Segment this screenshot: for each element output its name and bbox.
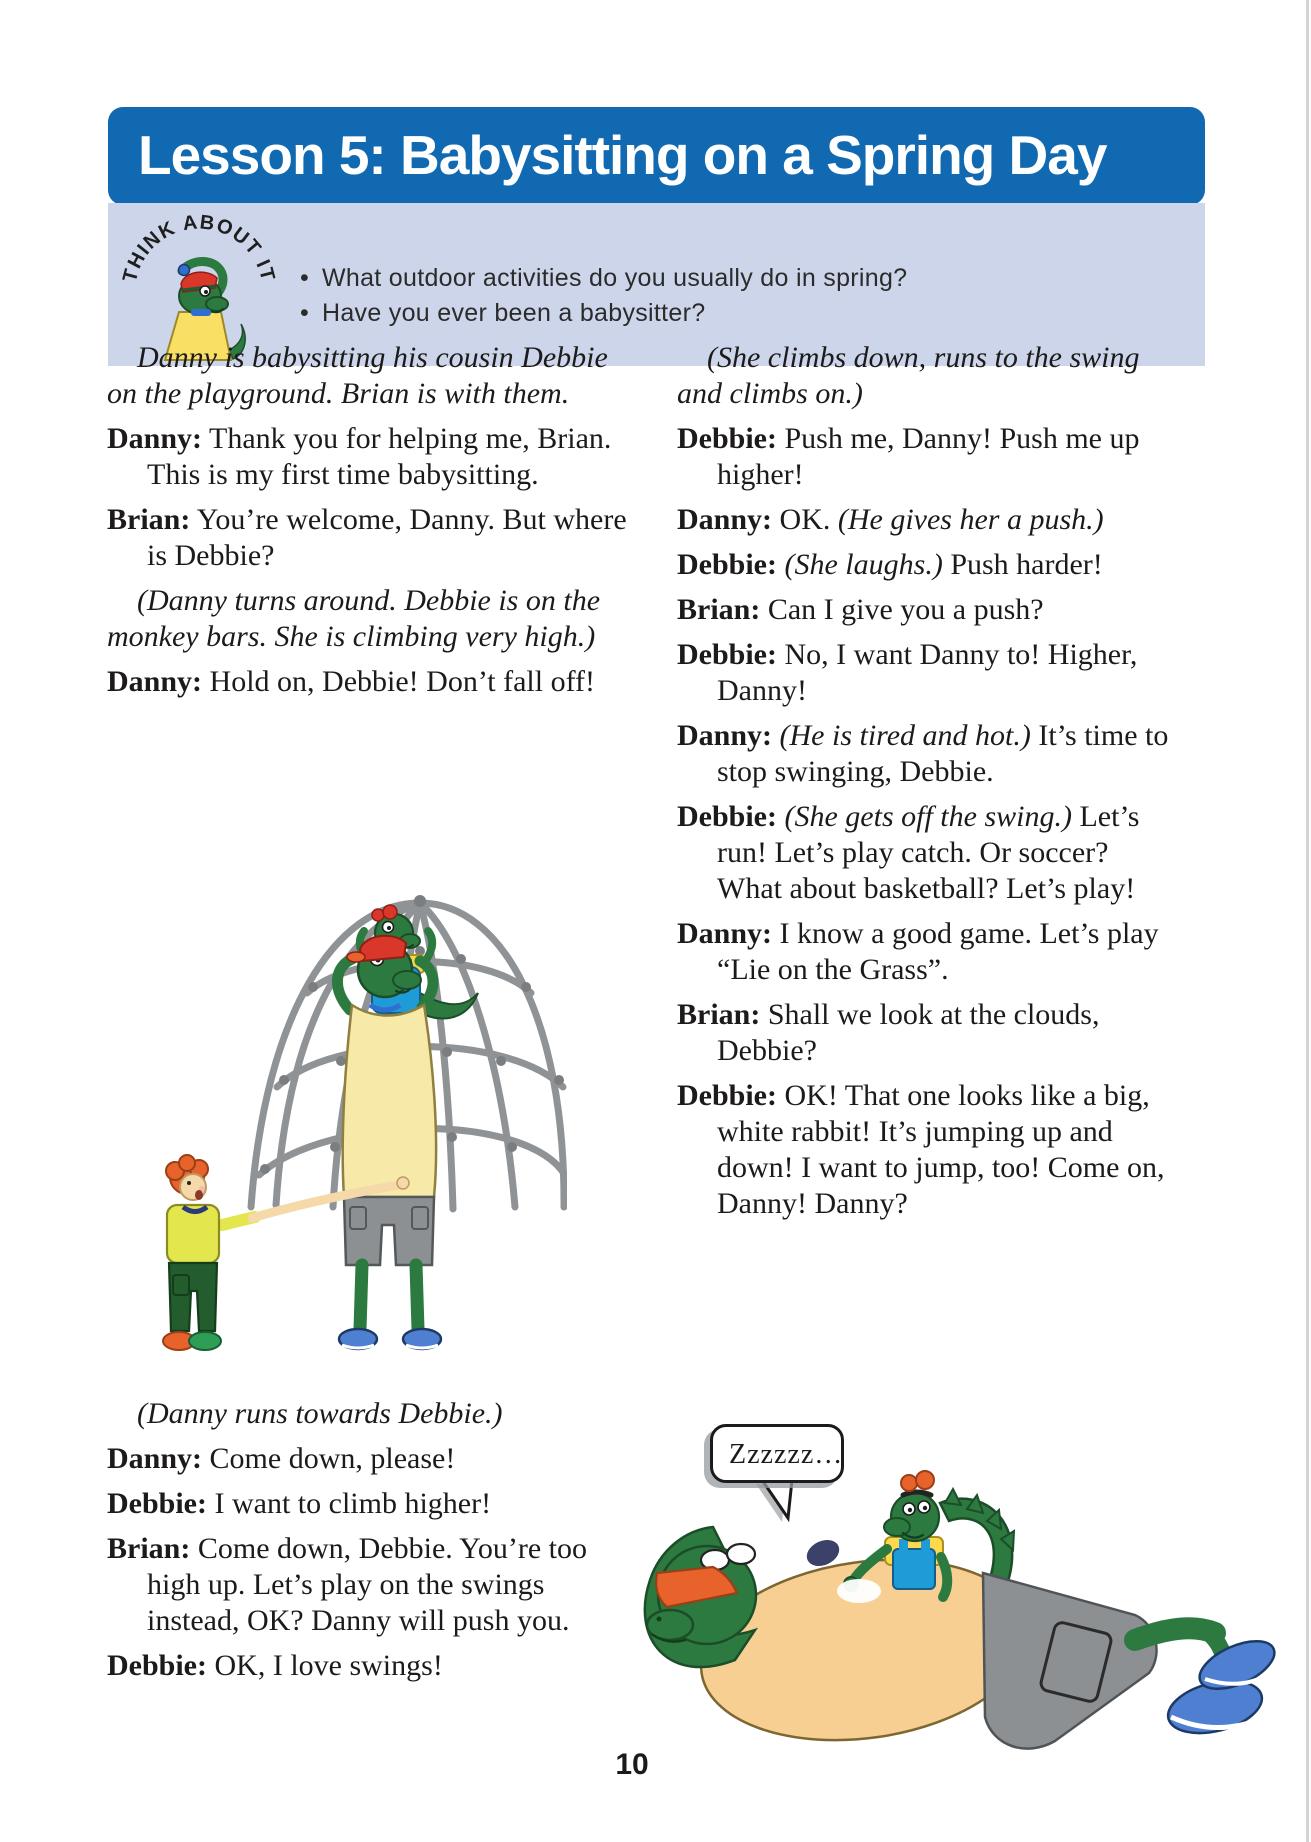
dialogue-line: Debbie: Push me, Danny! Push me up higher! <box>677 422 1140 491</box>
speaker-name: Debbie: <box>677 422 777 455</box>
stage-direction: Danny is babysitting his cousin Debbie on the playground. Brian is with them. <box>107 341 608 410</box>
stage-direction: (Danny runs towards Debbie.) <box>137 1397 503 1430</box>
danny-watching-figure <box>337 936 441 1349</box>
speech-bubble <box>710 1424 844 1483</box>
dialogue-line: Danny: (He is tired and hot.) It’s time to stop swinging, Debbie. <box>677 719 1169 788</box>
dialogue-line: Danny: Thank you for helping me, Brian. This is my first time babysitting. <box>107 422 612 491</box>
speaker-name: Danny: <box>677 917 773 950</box>
danny-shorts-and-legs <box>983 1573 1281 1749</box>
think-bullet-list <box>300 262 1060 332</box>
dialogue-line: Brian: You’re welcome, Danny. But where is Debbie? <box>107 503 627 572</box>
sleeping-danny-illustration <box>615 1455 1295 1760</box>
dialogue-line: Brian: Can I give you a push? <box>677 593 1044 626</box>
speaker-name: Debbie: <box>677 548 777 581</box>
speaker-name: Debbie: <box>677 1079 777 1112</box>
dialogue-line: Debbie: No, I want Danny to! Higher, Danny! <box>677 638 1138 707</box>
dialogue-line: Danny: OK. (He gives her a push.) <box>677 503 1104 536</box>
speaker-name: Debbie: <box>677 800 777 833</box>
page-edge-shadow <box>1306 0 1309 1842</box>
debbie-poking-figure <box>844 1471 947 1597</box>
speaker-name: Debbie: <box>107 1487 207 1520</box>
lesson-title-banner <box>108 107 1205 205</box>
speaker-name: Brian: <box>107 503 191 536</box>
dialogue-line: Danny: Come down, please! <box>107 1442 456 1475</box>
speaker-name: Danny: <box>677 719 773 752</box>
speaker-name: Debbie: <box>107 1649 207 1682</box>
page-number: 10 <box>615 1748 649 1781</box>
speaker-name: Danny: <box>107 422 203 455</box>
think-bullet-text: What outdoor activities do you usually do in spring? <box>322 264 908 292</box>
page-title: Lesson 5: Babysitting on a Spring Day <box>138 124 1107 186</box>
dialogue-line: Debbie: (She laughs.) Push harder! <box>677 548 1103 581</box>
think-bullet-item <box>300 297 1060 332</box>
dialogue-line: Brian: Come down, Debbie. You’re too high up. Let’s play on the swings instead, OK? Danny will push you. <box>107 1532 587 1637</box>
dialogue-line: Debbie: I want to climb higher! <box>107 1487 492 1520</box>
speaker-name: Danny: <box>107 1442 203 1475</box>
dialogue-line: Danny: Hold on, Debbie! Don’t fall off! <box>107 665 596 698</box>
dialogue-column-right <box>677 340 1169 1231</box>
think-bullet-text: Have you ever been a babysitter? <box>322 299 706 327</box>
bullet-dot-icon: • <box>300 264 310 292</box>
dialogue-line: Debbie: (She gets off the swing.) Let’s run! Let’s play catch. Or soccer? What about basketball? Let’s play! <box>677 800 1140 905</box>
speaker-name: Brian: <box>107 1532 191 1565</box>
stage-direction: (Danny turns around. Debbie is on the monkey bars. She is climbing very high.) <box>107 584 601 653</box>
dialogue-column-left-bottom <box>107 1396 639 1693</box>
speaker-name: Brian: <box>677 998 761 1031</box>
speech-bubble-text: Zzzzzz… <box>729 1439 844 1470</box>
speech-bubble-tail <box>748 1478 812 1524</box>
poke-highlight <box>837 1579 881 1603</box>
bullet-dot-icon: • <box>300 299 310 327</box>
dialogue-column-left-top <box>107 340 639 709</box>
think-badge-arc-text: THINK ABOUT IT <box>118 212 280 285</box>
speaker-name: Debbie: <box>677 638 777 671</box>
dialogue-line: Danny: I know a good game. Let’s play “Lie on the Grass”. <box>677 917 1159 986</box>
think-bullet-item <box>300 262 1060 297</box>
dialogue-line: Debbie: OK! That one looks like a big, white rabbit! It’s jumping up and down! I want to jump, too! Come on, Danny! Danny? <box>677 1079 1165 1220</box>
speaker-name: Danny: <box>107 665 203 698</box>
speaker-name: Danny: <box>677 503 773 536</box>
stage-direction: (She climbs down, runs to the swing and climbs on.) <box>677 341 1140 410</box>
speaker-name: Brian: <box>677 593 761 626</box>
monkey-bars-illustration <box>135 775 567 1370</box>
dialogue-line: Debbie: OK, I love swings! <box>107 1649 443 1682</box>
dialogue-line: Brian: Shall we look at the clouds, Debbie? <box>677 998 1100 1067</box>
